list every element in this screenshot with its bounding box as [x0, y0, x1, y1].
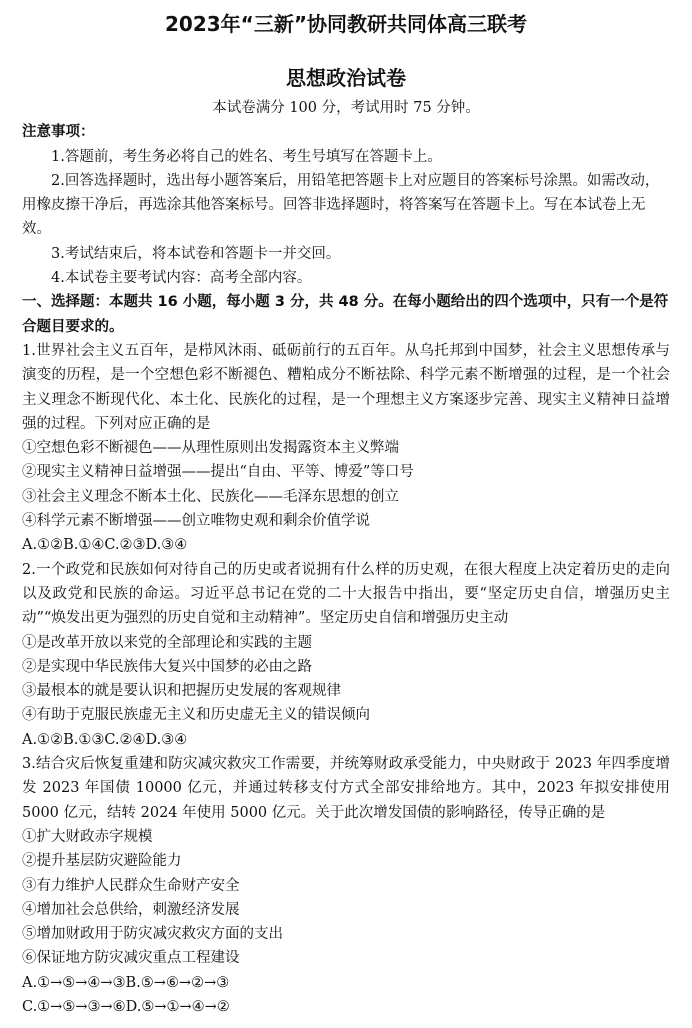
statement-item: ②现实主义精神日益增强——提出“自由、平等、博爱”等口号 — [22, 464, 414, 481]
note-item: 2.回答选择题时，选出每小题答案后，用铅笔把答题卡上对应题目的答案标号涂黑。如需改动，用橡皮擦干净后，再选涂其他答案标号。回答非选择题时，将答案写在答题卡上。写在本试卷上无效。 — [22, 172, 660, 238]
statement-item: ④科学元素不断增强——创立唯物史观和剩余价值学说 — [22, 513, 370, 530]
question-stem: 3.结合灾后恢复重建和防灾减灾救灾工作需要，并统筹财政承受能力，中央财政于 2023 年四季度增发 2023 年国债 10000 亿元，并通过转移支付方式全部安排给地方。其中，2023 年拟安排使用 5000 亿元，结转 2024 年使用 5000 亿元。关于此次增发国债的影响路径，传导正确的是 — [22, 756, 670, 821]
section-heading: 一、选择题：本题共 16 小题，每小题 3 分，共 48 分。在每小题给出的四个选项中，只有一个是符合题目要求的。 — [22, 294, 669, 335]
statement-item: ①扩大财政赤字规模 — [22, 828, 153, 845]
notes-heading: 注意事项： — [22, 124, 95, 141]
statement-item: ②是实现中华民族伟大复兴中国梦的必由之路 — [22, 658, 312, 675]
exam-meta: 本试卷满分 100 分，考试用时 75 分钟。 — [212, 100, 480, 116]
statement-item: ①是改革开放以来党的全部理论和实践的主题 — [22, 634, 312, 651]
exam-subject-title: 思想政治试卷 — [286, 66, 406, 90]
statement-item: ③最根本的就是要认识和把握历史发展的客观规律 — [22, 683, 341, 700]
statement-item: ④增加社会总供给，刺激经济发展 — [22, 901, 240, 918]
question-stem: 1.世界社会主义五百年，是栉风沐雨、砥砺前行的五百年。从乌托邦到中国梦，社会主义思想传承与演变的历程，是一个空想色彩不断褪色、糟粕成分不断祛除、科学元素不断增强的过程，是一个社会主义理念不断现代化、本土化、民族化的过程，是一个理想主义方案逐步完善、现实主义精神日益增强的过程。下列对应正确的是 — [22, 342, 670, 432]
answer-choices: A.①②B.①③C.②④D.③④ — [22, 731, 188, 748]
question-2 — [22, 558, 670, 752]
statement-item: ④有助于克服民族虚无主义和历史虚无主义的错误倾向 — [22, 707, 370, 724]
statement-item: ⑥保证地方防灾减灾重点工程建设 — [22, 950, 240, 967]
question-1 — [22, 339, 670, 558]
exam-title: 2023年“三新”协同教研共同体高三联考 — [165, 12, 527, 36]
question-3 — [22, 752, 670, 1019]
answer-choices: A.①→⑤→④→③B.⑤→⑥→②→③ — [22, 974, 230, 991]
statement-item: ②提升基层防灾避险能力 — [22, 853, 182, 870]
statement-item: ③社会主义理念不断本土化、民族化——毛泽东思想的创立 — [22, 488, 399, 505]
statement-item: ③有力维护人民群众生命财产安全 — [22, 877, 240, 894]
answer-choices: C.①→⑤→③→⑥D.⑤→①→④→② — [22, 998, 230, 1015]
question-stem: 2.一个政党和民族如何对待自己的历史或者说拥有什么样的历史观，在很大程度上决定着历史的走向以及政党和民族的命运。习近平总书记在党的二十大报告中指出，要“坚定历史自信，增强历史主动”“焕发出更为强烈的历史自觉和主动精神”。坚定历史自信和增强历史主动 — [22, 561, 670, 627]
statement-item: ①空想色彩不断褪色——从理性原则出发揭露资本主义弊端 — [22, 440, 399, 457]
note-item: 4.本试卷主要考试内容：高考全部内容。 — [51, 270, 312, 287]
note-item: 1.答题前，考生务必将自己的姓名、考生号填写在答题卡上。 — [51, 148, 442, 165]
answer-choices: A.①②B.①④C.②③D.③④ — [22, 537, 188, 554]
statement-item: ⑤增加财政用于防灾减灾救灾方面的支出 — [22, 926, 283, 943]
note-item: 3.考试结束后，将本试卷和答题卡一并交回。 — [51, 245, 341, 262]
